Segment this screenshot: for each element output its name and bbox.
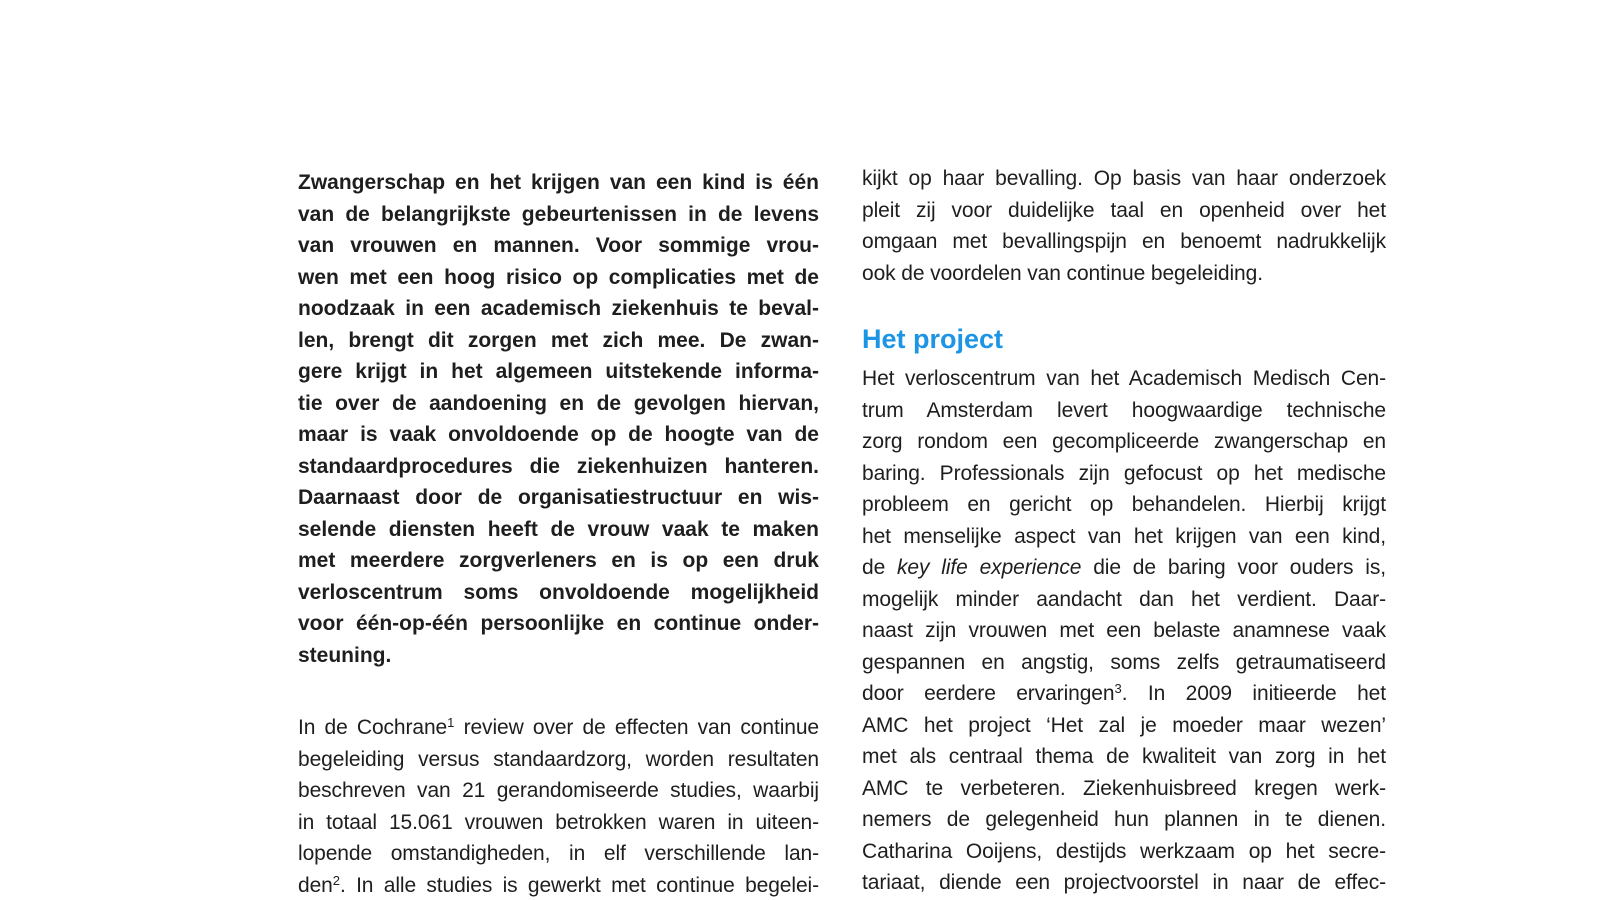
text-line: begeleiding versus standaardzorg, worden resultaten xyxy=(298,747,819,771)
text-line: Catharina Ooijens, destijds werkzaam op het secre- xyxy=(862,839,1386,863)
text-line: steuning. xyxy=(298,643,392,667)
text-line: Daarnaast door de organisatiestructuur en wis- xyxy=(298,486,819,509)
text-line: door eerdere ervaringen$^3$. In 2009 initieerde het xyxy=(862,681,1386,705)
text-line: wen met een hoog risico op complicaties met de xyxy=(298,265,819,289)
text-line: lopende omstandigheden, in elf verschillende lan- xyxy=(298,842,819,865)
text-line: standaardprocedures die ziekenhuizen hanteren. xyxy=(298,454,819,478)
text-line: van vrouwen en mannen. Voor sommige vrou- xyxy=(298,234,819,257)
text-line: gere krijgt in het algemeen uitstekende informa- xyxy=(298,360,819,383)
text-line: tariaat, diende een projectvoorstel in naar de effec- xyxy=(862,871,1386,894)
text-line: naast zijn vrouwen met een belaste anamnese vaak xyxy=(862,619,1386,642)
right-column xyxy=(862,163,1386,899)
cochrane-paragraph xyxy=(298,712,819,900)
text-line: met meerdere zorgverleners en is op een druk xyxy=(298,549,819,572)
text-line: nemers de gelegenheid hun plannen in te dienen. xyxy=(862,808,1386,831)
section-heading-het-project: Het project xyxy=(862,324,1004,354)
text-line: selende diensten heeft de vrouw vaak te maken xyxy=(298,517,819,541)
text-line: de key life experience die de baring voor ouders is, xyxy=(862,556,1386,579)
text-line: voor één-op-één persoonlijke en continue onder- xyxy=(298,612,819,635)
text-line: kijkt op haar bevalling. Op basis van haar onderzoek xyxy=(862,167,1386,190)
italic-phrase: key life experience xyxy=(897,556,1082,579)
text-line: omgaan met bevallingspijn en benoemt nadrukkelijk xyxy=(862,230,1386,253)
text-line: zorg rondom een gecompliceerde zwangerschap en xyxy=(862,430,1386,453)
left-column xyxy=(298,167,819,900)
text-line: Het verloscentrum van het Academisch Medisch Cen- xyxy=(862,367,1386,390)
footnote-marker: 1 xyxy=(447,715,455,730)
text-line: verloscentrum soms onvoldoende mogelijkheid xyxy=(298,580,819,604)
text-line: met als centraal thema de kwaliteit van zorg in het xyxy=(862,745,1386,768)
lead-bold-paragraph xyxy=(298,167,819,671)
text-line: gespannen en angstig, soms zelfs getraumatiseerd xyxy=(862,650,1386,674)
text-line: tie over de aandoening en de gevolgen hiervan, xyxy=(298,391,819,415)
text-line: AMC het project ‘Het zal je moeder maar wezen’ xyxy=(862,713,1386,737)
text-line: beschreven van 21 gerandomiseerde studies, waarbij xyxy=(298,779,819,802)
continuation-paragraph xyxy=(862,163,1386,289)
text-line: pleit zij voor duidelijke taal en openheid over het xyxy=(862,198,1386,222)
text-line: In de Cochrane$^1$ review over de effecten van continue xyxy=(298,715,819,739)
text-line: AMC te verbeteren. Ziekenhuisbreed kregen werk- xyxy=(862,776,1386,800)
text-line: den$^2$. In alle studies is gewerkt met continue begelei- xyxy=(298,872,819,897)
text-line: baring. Professionals zijn gefocust op het medische xyxy=(862,461,1386,485)
text-line: probleem en gericht op behandelen. Hierbij krijgt xyxy=(862,493,1386,516)
text-line: ook de voordelen van continue begeleiding. xyxy=(862,261,1263,285)
text-line: maar is vaak onvoldoende op de hoogte van de xyxy=(298,423,819,446)
project-paragraph xyxy=(862,363,1386,899)
text-line: trum Amsterdam levert hoogwaardige technische xyxy=(862,398,1386,422)
text-line: van de belangrijkste gebeurtenissen in de levens xyxy=(298,202,819,226)
text-line: mogelijk minder aandacht dan het verdient. Daar- xyxy=(862,587,1386,611)
text-line: Zwangerschap en het krijgen van een kind is één xyxy=(298,171,819,194)
text-line: in totaal 15.061 vrouwen betrokken waren in uiteen- xyxy=(298,810,819,834)
footnote-marker: 2 xyxy=(332,872,340,888)
text-line: noodzaak in een academisch ziekenhuis te beval- xyxy=(298,297,819,320)
footnote-marker: 3 xyxy=(1114,681,1122,696)
text-line: len, brengt dit zorgen met zich mee. De zwan- xyxy=(298,328,819,352)
text-line: het menselijke aspect van het krijgen van een kind, xyxy=(862,524,1386,548)
